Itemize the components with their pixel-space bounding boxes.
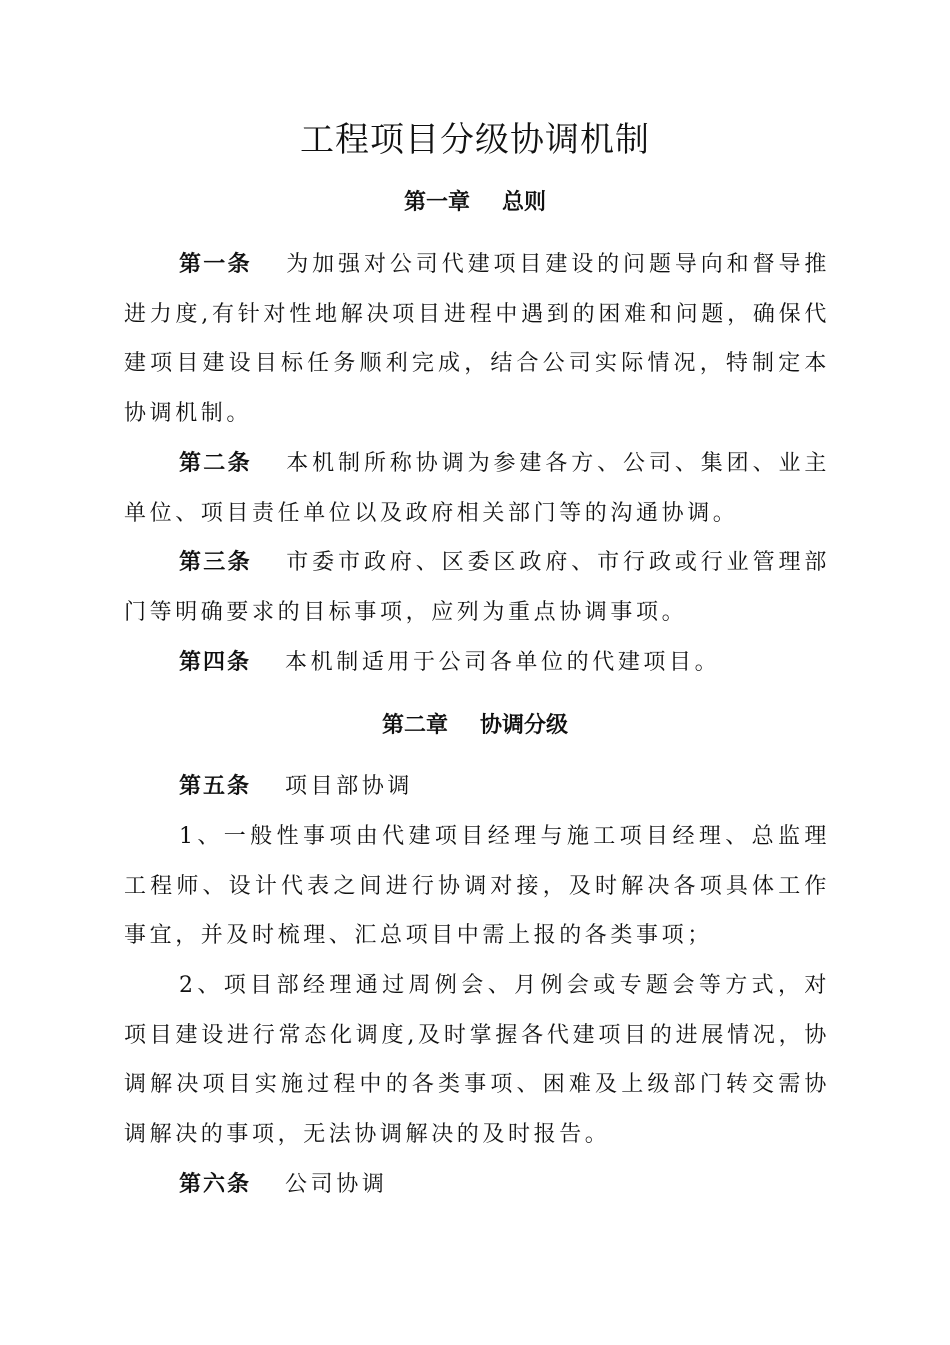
article-text: 本机制适用于公司各单位的代建项目。: [285, 650, 721, 675]
chapter-name: 总则: [502, 190, 547, 215]
chapter-number: 第二章: [381, 713, 448, 738]
article-label: 第三条: [179, 550, 252, 575]
list-item-1: 1、一般性事项由代建项目经理与施工项目经理、总监理工程师、设计代表之间进行协调对接，及时解决各项具体工作事宜，并及时梳理、汇总项目中需上报的各类事项；: [124, 824, 830, 948]
article-text: 为加强对公司代建项目建设的问题导向和督导推进力度,有针对性地解决项目进程中遇到的困难和问题，确保代建项目建设目标任务顺利完成，结合公司实际情况，特制定本协调机制。: [124, 252, 830, 426]
article-2: [124, 439, 830, 538]
article-text: 市委市政府、区委区政府、市行政或行业管理部门等明确要求的目标事项，应列为重点协调事项。: [124, 550, 830, 625]
article-label: 第五条: [179, 774, 252, 799]
chapter-name: 协调分级: [480, 713, 569, 738]
article-4: [124, 638, 830, 688]
article-6: [124, 1160, 830, 1210]
chapter-heading-1: [0, 185, 950, 221]
chapter-heading-2: [0, 708, 950, 744]
article-text: 项目部协调: [285, 774, 414, 799]
list-item-2: 2、项目部经理通过周例会、月例会或专题会等方式，对项目建设进行常态化调度,及时掌握各代建项目的进展情况，协调解决项目实施过程中的各类事项、困难及上级部门转交需协调解决的事项，无法协调解决的及时报告。: [124, 973, 830, 1147]
article-label: 第一条: [179, 252, 252, 277]
article-3: [124, 538, 830, 637]
document-title: 工程项目分级协调机制: [300, 120, 650, 160]
article-text: 本机制所称协调为参建各方、公司、集团、业主单位、项目责任单位以及政府相关部门等的沟通协调。: [124, 451, 830, 526]
article-1: [124, 240, 830, 438]
chapter-number: 第一章: [403, 190, 470, 215]
article-text: 公司协调: [285, 1172, 388, 1197]
article-label: 第二条: [179, 451, 252, 476]
article-label: 第四条: [179, 650, 252, 675]
article-5: [124, 762, 830, 812]
article-label: 第六条: [179, 1172, 252, 1197]
